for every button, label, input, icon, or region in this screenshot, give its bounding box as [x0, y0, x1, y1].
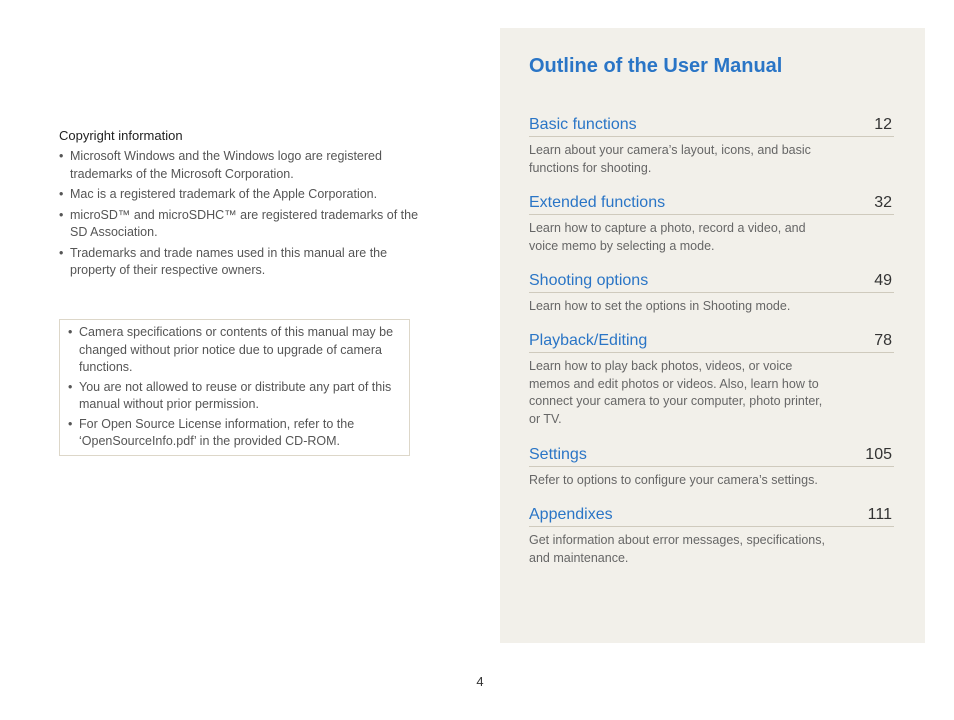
notice-list — [68, 324, 401, 451]
section-playback-editing[interactable] — [529, 332, 894, 428]
copyright-block — [59, 128, 419, 283]
section-settings[interactable] — [529, 446, 894, 490]
section-header — [529, 446, 894, 467]
section-description: Learn how to capture a photo, record a video, and voice memo by selecting a mode. — [529, 221, 806, 253]
section-title[interactable]: Settings — [529, 446, 587, 463]
section-page-number[interactable]: 32 — [874, 194, 892, 211]
copyright-title: Copyright information — [59, 128, 183, 143]
section-header — [529, 272, 894, 293]
section-description: Get information about error messages, specifications, and maintenance. — [529, 533, 825, 565]
list-item: • Camera specifications or contents of this manual may be changed without prior notice due to upgrade of camera functions. — [68, 324, 401, 377]
outline-title: Outline of the User Manual — [529, 55, 783, 77]
section-page-number[interactable]: 12 — [874, 116, 892, 133]
section-title[interactable]: Basic functions — [529, 116, 637, 133]
section-title[interactable]: Extended functions — [529, 194, 666, 211]
section-basic-functions[interactable] — [529, 116, 894, 177]
copyright-list — [59, 148, 419, 280]
section-page-number[interactable]: 78 — [874, 332, 892, 349]
section-extended-functions[interactable] — [529, 194, 894, 255]
section-title[interactable]: Playback/Editing — [529, 332, 648, 349]
section-description: Learn how to play back photos, videos, or voice memos and edit photos or videos. Also, learn how to connect your camera to your computer, photo printer, or TV. — [529, 359, 823, 426]
section-page-number[interactable]: 49 — [874, 272, 892, 289]
page-number: 4 — [476, 674, 484, 689]
list-item: • microSD™ and microSDHC™ are registered trademarks of the SD Association. — [59, 207, 419, 242]
section-page-number[interactable]: 111 — [867, 506, 892, 523]
section-description: Learn about your camera’s layout, icons, and basic functions for shooting. — [529, 143, 811, 175]
section-title[interactable]: Appendixes — [529, 506, 613, 523]
list-item: • For Open Source License information, refer to the ‘OpenSourceInfo.pdf’ in the provided CD-ROM. — [68, 416, 401, 451]
section-description: Learn how to set the options in Shooting mode. — [529, 299, 791, 313]
section-page-number[interactable]: 105 — [865, 446, 892, 463]
list-item: • Trademarks and trade names used in this manual are the property of their respective owners. — [59, 245, 419, 280]
section-header — [529, 116, 894, 137]
outline-panel — [500, 28, 925, 643]
list-item: • Microsoft Windows and the Windows logo are registered trademarks of the Microsoft Corporation. — [59, 148, 419, 183]
section-header — [529, 194, 894, 215]
section-appendixes[interactable] — [529, 506, 894, 567]
section-header — [529, 506, 894, 527]
section-header — [529, 332, 894, 353]
list-item: • You are not allowed to reuse or distribute any part of this manual without prior permission. — [68, 379, 401, 414]
notice-box — [59, 319, 410, 456]
section-title[interactable]: Shooting options — [529, 272, 649, 289]
list-item: • Mac is a registered trademark of the Apple Corporation. — [59, 186, 419, 204]
section-description: Refer to options to configure your camera’s settings. — [529, 473, 818, 487]
section-shooting-options[interactable] — [529, 272, 894, 316]
